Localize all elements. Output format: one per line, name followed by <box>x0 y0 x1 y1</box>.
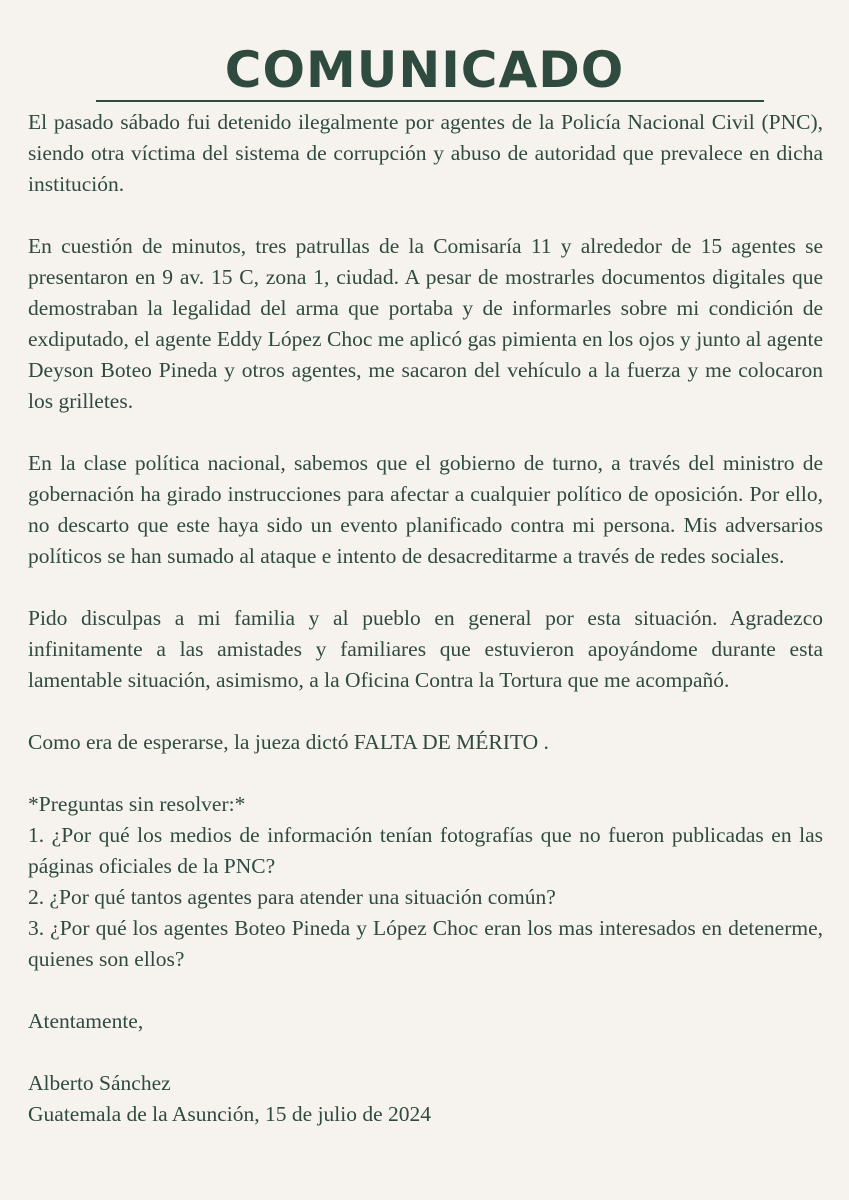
title-underline <box>96 100 764 102</box>
signature-name: Alberto Sánchez <box>28 1071 171 1095</box>
document-body <box>28 107 823 1130</box>
paragraph-1: El pasado sábado fui detenido ilegalmente por agentes de la Policía Nacional Civil (PNC), siendo otra víctima del sistema de corrupción y abuso de autoridad que prevalece en dicha institución. <box>28 110 823 196</box>
questions-heading: *Preguntas sin resolver:* <box>28 792 246 816</box>
paragraph-2: En cuestión de minutos, tres patrullas de la Comisaría 11 y alrededor de 15 agentes se presentaron en 9 av. 15 C, zona 1, ciudad. A pesar de mostrarles documentos digitales que demostraban la legalidad del arma que portaba y de informarles sobre mi condición de exdiputado, el agente Eddy López Choc me aplicó gas pimienta en los ojos y junto al agente Deyson Boteo Pineda y otros agentes, me sacaron del vehículo a la fuerza y me colocaron los grilletes. <box>28 234 823 413</box>
paragraph-3: En la clase política nacional, sabemos que el gobierno de turno, a través del ministro de gobernación ha girado instrucciones para afectar a cualquier político de oposición. Por ello, no descarto que este haya sido un evento planificado contra mi persona. Mis adversarios políticos se han sumado al ataque e intento de desacreditarme a través de redes sociales. <box>28 451 823 568</box>
paragraph-5: Como era de esperarse, la jueza dictó FALTA DE MÉRITO . <box>28 730 549 754</box>
question-2: 2. ¿Por qué tantos agentes para atender una situación común? <box>28 885 556 909</box>
paragraph-4: Pido disculpas a mi familia y al pueblo en general por esta situación. Agradezco infinitamente a las amistades y familiares que estuvieron apoyándome durante esta lamentable situación, asimismo, a la Oficina Contra la Tortura que me acompañó. <box>28 606 823 692</box>
question-1: 1. ¿Por qué los medios de información tenían fotografías que no fueron publicadas en las páginas oficiales de la PNC? <box>28 823 823 878</box>
document-title: COMUNICADO <box>224 41 625 99</box>
closing: Atentamente, <box>28 1009 144 1033</box>
question-3: 3. ¿Por qué los agentes Boteo Pineda y López Choc eran los mas interesados en detenerme, quienes son ellos? <box>28 916 823 971</box>
signature-place-date: Guatemala de la Asunción, 15 de julio de 2024 <box>28 1102 432 1126</box>
